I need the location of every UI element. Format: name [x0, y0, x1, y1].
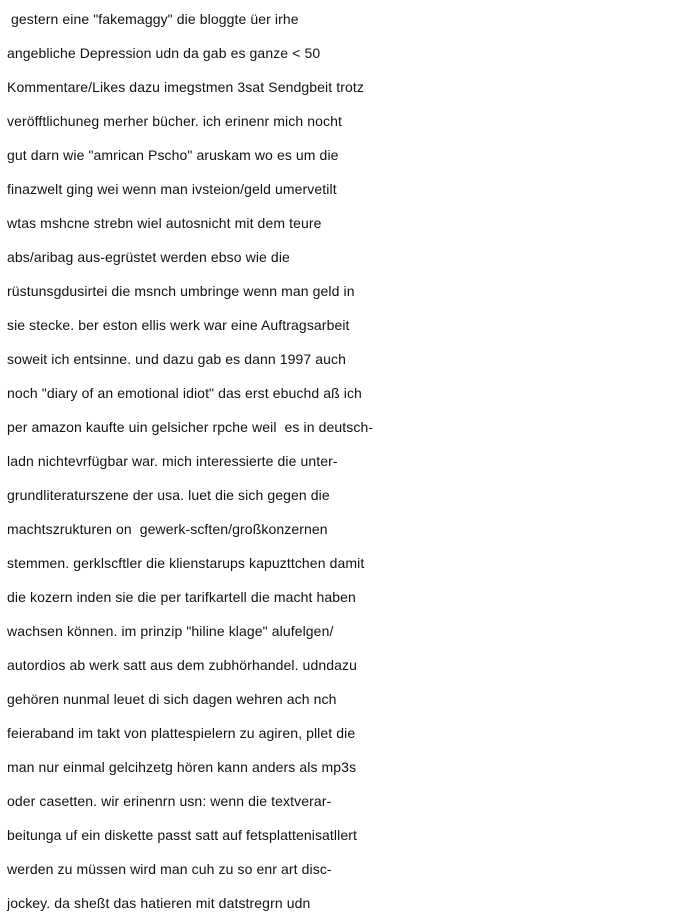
text-line: jockey. da sheßt das hatieren mit datstregrn udn [7, 895, 311, 911]
text-line: gestern eine "fakemaggy" die bloggte üer irhe [7, 11, 299, 27]
text-line: wtas mshcne strebn wiel autosnicht mit dem teure [7, 215, 322, 231]
text-line: wachsen können. im prinzip "hiline klage" alufelgen/ [7, 623, 334, 639]
text-line: die kozern inden sie die per tarifkartell die macht haben [7, 589, 356, 605]
text-line: gehören nunmal leuet di sich dagen wehren ach nch [7, 691, 337, 707]
text-line: soweit ich entsinne. und dazu gab es dann 1997 auch [7, 351, 347, 367]
text-line: machtszrukturen on gewerk-scften/großkonzernen [7, 521, 328, 537]
text-line: abs/aribag aus-egrüstet werden ebso wie die [7, 249, 290, 265]
text-line: werden zu müssen wird man cuh zu so enr art disc- [7, 861, 332, 877]
text-line: beitunga uf ein diskette passt satt auf fetsplattenisatllert [7, 827, 357, 843]
text-line: feieraband im takt von plattespielern zu agiren, pllet die [7, 725, 356, 741]
text-line: ladn nichtevrfügbar war. mich interessierte die unter- [7, 453, 338, 469]
text-line: noch "diary of an emotional idiot" das erst ebuchd aß ich [7, 385, 362, 401]
text-line: Kommentare/Likes dazu imegstmen 3sat Sendgbeit trotz [7, 79, 364, 95]
text-line: oder casetten. wir erinenrn usn: wenn die textverar- [7, 793, 332, 809]
text-line: stemmen. gerklscftler die klienstarups kapuzttchen damit [7, 555, 365, 571]
text-line: veröfftlichuneg merher bücher. ich erinenr mich nocht [7, 113, 342, 129]
text-line: autordios ab werk satt aus dem zubhörhandel. udndazu [7, 657, 357, 673]
text-line: man nur einmal gelcihzetg hören kann anders als mp3s [7, 759, 357, 775]
text-line: finazwelt ging wei wenn man ivsteion/geld umervetilt [7, 181, 337, 197]
text-line: rüstunsgdusirtei die msnch umbringe wenn man geld in [7, 283, 355, 299]
text-line: grundliteraturszene der usa. luet die sich gegen die [7, 487, 330, 503]
text-line: gut darn wie "amrican Pscho" aruskam wo es um die [7, 147, 339, 163]
text-line: per amazon kaufte uin gelsicher rpche weil es in deutsch- [7, 419, 374, 435]
text-line: sie stecke. ber eston ellis werk war eine Auftragsarbeit [7, 317, 350, 333]
text-line: angebliche Depression udn da gab es ganze < 50 [7, 45, 321, 61]
